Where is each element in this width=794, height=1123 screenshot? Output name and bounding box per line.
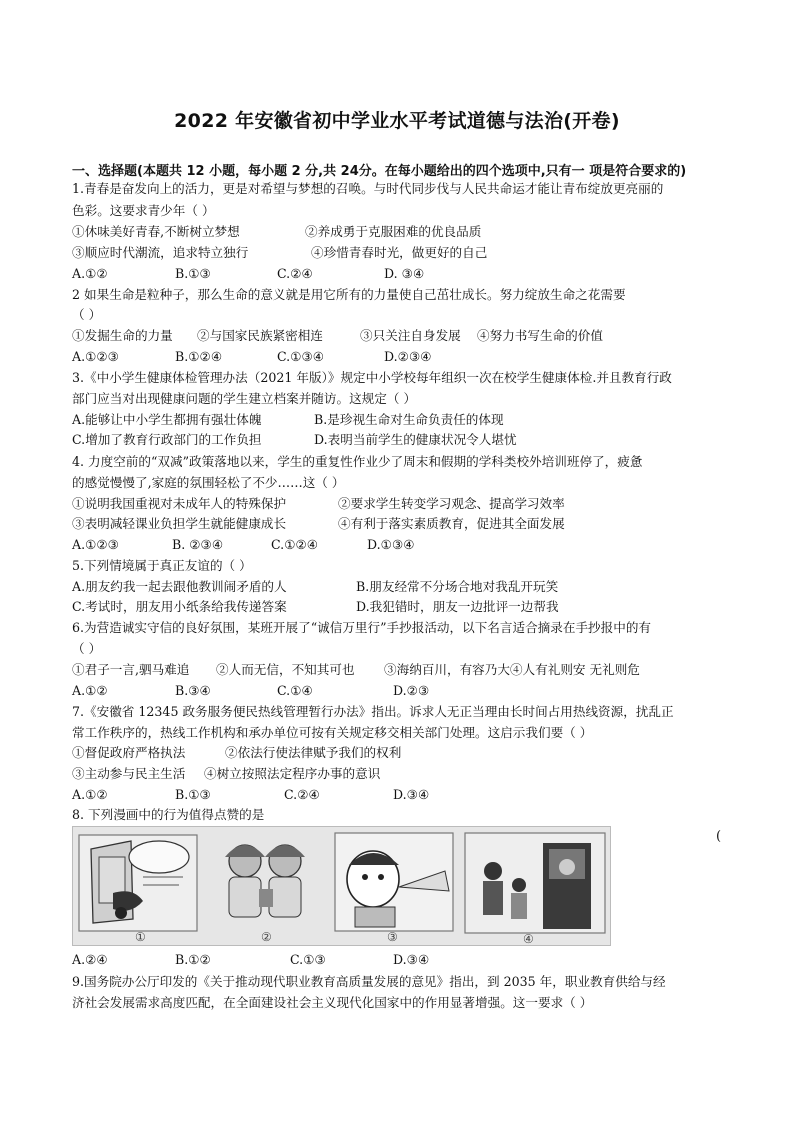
- q1-option-d[interactable]: D. ③④: [384, 266, 425, 281]
- q6-option-a[interactable]: A.①②: [72, 683, 108, 698]
- q6-item-3: ③海纳百川，有容乃大④人有礼则安 无礼则危: [384, 662, 640, 677]
- q5-option-a[interactable]: A.朋友约我一起去跟他教训闹矛盾的人: [72, 579, 287, 594]
- q2-option-a[interactable]: A.①②③: [72, 349, 119, 364]
- q3-option-a[interactable]: A.能够让中小学生都拥有强壮体魄: [72, 412, 262, 427]
- q8-stem: 8. 下列漫画中的行为值得点赞的是: [72, 807, 265, 822]
- q8-option-d[interactable]: D.③④: [393, 952, 430, 967]
- q4-option-b[interactable]: B. ②③④: [172, 537, 224, 552]
- q3-option-b[interactable]: B.是珍视生命对生命负责任的体现: [314, 412, 504, 427]
- page-title: 2022 年安徽省初中学业水平考试道德与法治(开卷): [174, 110, 620, 132]
- q3-stem-line-1: 3.《中小学生健康体检管理办法（2021 年版）》规定中小学校每年组织一次在校学生健康体检.并且教育行政: [72, 370, 672, 385]
- q1-item-1: ①休味美好青春,不断树立梦想: [72, 224, 240, 239]
- q1-stem-line-2: 色彩。这要求青少年（ ）: [72, 203, 215, 218]
- q4-option-c[interactable]: C.①②④: [271, 537, 319, 552]
- q2-option-c[interactable]: C.①③④: [277, 349, 325, 364]
- q8-option-a[interactable]: A.②④: [72, 952, 108, 967]
- q2-item-3: ③只关注自身发展: [360, 328, 461, 343]
- comic-panel-4: [465, 833, 605, 933]
- q8-option-c[interactable]: C.①③: [290, 952, 326, 967]
- comic-label-2: ②: [261, 930, 272, 944]
- q6-option-c[interactable]: C.①④: [277, 683, 313, 698]
- q9-stem-line-2: 济社会发展需求高度匹配，在全面建设社会主义现代化国家中的作用显著增强。这一要求（ ）: [72, 995, 593, 1010]
- q5-stem: 5.下列情境属于真正友谊的（ ）: [72, 558, 252, 573]
- q7-item-2: ②依法行使法律赋予我们的权利: [225, 745, 402, 760]
- comic-panel-3: [335, 833, 453, 931]
- q8-option-b[interactable]: B.①②: [175, 952, 211, 967]
- q7-option-b[interactable]: B.①③: [175, 787, 211, 802]
- q6-stem-line-2: （ ）: [72, 641, 102, 656]
- comic-label-4: ④: [523, 932, 534, 945]
- q1-item-2: ②养成勇于克服困难的优良品质: [305, 224, 482, 239]
- q2-item-2: ②与国家民族紧密相连: [197, 328, 323, 343]
- q2-stem-line-1: 2 如果生命是粒种子，那么生命的意义就是用它所有的力量使自己茁壮成长。努力绽放生命之花需要: [72, 287, 626, 302]
- q1-item-4: ④珍惜青春时光，做更好的自己: [311, 245, 488, 260]
- q5-option-b[interactable]: B.朋友经常不分场合地对我乱开玩笑: [356, 579, 559, 594]
- q3-option-d[interactable]: D.表明当前学生的健康状况令人堪忧: [314, 432, 517, 447]
- comic-panel-1: [79, 835, 197, 931]
- q3-stem-line-2: 部门应当对出现健康问题的学生建立档案并随访。这规定（ ）: [72, 391, 417, 406]
- q4-item-3: ③表明减轻课业负担学生就能健康成长: [72, 516, 287, 531]
- q4-option-d[interactable]: D.①③④: [367, 537, 415, 552]
- q6-option-b[interactable]: B.③④: [175, 683, 211, 698]
- q6-option-d[interactable]: D.②③: [393, 683, 430, 698]
- q6-item-2: ②人而无信，不知其可也: [216, 662, 355, 677]
- q4-item-2: ②要求学生转变学习观念、提高学习效率: [338, 496, 565, 511]
- q4-stem-line-2: 的感觉慢慢了,家庭的氛围轻松了不少……这（ ）: [72, 475, 345, 490]
- q1-option-c[interactable]: C.②④: [277, 266, 313, 281]
- q7-option-c[interactable]: C.②④: [284, 787, 320, 802]
- q8-corner-mark: (: [716, 829, 722, 844]
- q2-item-1: ①发掘生命的力量: [72, 328, 173, 343]
- q2-stem-line-2: （ ）: [72, 307, 102, 322]
- q1-option-a[interactable]: A.①②: [72, 266, 108, 281]
- q1-stem-line-1: 1.青春是奋发向上的活力，更是对希望与梦想的召唤。与时代同步伐与人民共命运才能让青布绽放更亮丽的: [72, 181, 664, 196]
- comic-illustration: [73, 827, 610, 945]
- q8-comic-strip: [72, 826, 611, 946]
- q9-stem-line-1: 9.国务院办公厅印发的《关于推动现代职业教育高质量发展的意见》指出，到 2035 年，职业教育供给与经: [72, 974, 666, 989]
- comic-label-1: ①: [135, 930, 146, 944]
- q2-option-d[interactable]: D.②③④: [384, 349, 432, 364]
- q6-item-1: ①君子一言,驷马难追: [72, 662, 190, 677]
- q1-item-3: ③顺应时代潮流，追求特立独行: [72, 245, 249, 260]
- q7-item-1: ①督促政府严格执法: [72, 745, 186, 760]
- q4-option-a[interactable]: A.①②③: [72, 537, 119, 552]
- q3-option-c[interactable]: C.增加了教育行政部门的工作负担: [72, 432, 262, 447]
- q4-stem-line-1: 4. 力度空前的“双减”政策落地以来，学生的重复性作业少了周末和假期的学科类校外培训班停了，疲惫: [72, 454, 643, 469]
- q7-stem-line-2: 常工作秩序的，热线工作机构和承办单位可按有关规定移交相关部门处理。这启示我们要（ ）: [72, 725, 593, 740]
- q7-option-a[interactable]: A.①②: [72, 787, 108, 802]
- q2-option-b[interactable]: B.①②④: [175, 349, 223, 364]
- q4-item-1: ①说明我国重视对未成年人的特殊保护: [72, 496, 287, 511]
- comic-label-3: ③: [387, 930, 398, 944]
- q1-option-b[interactable]: B.①③: [175, 266, 211, 281]
- q5-option-c[interactable]: C.考试时，朋友用小纸条给我传递答案: [72, 599, 287, 614]
- q7-stem-line-1: 7.《安徽省 12345 政务服务便民热线管理暂行办法》指出。诉求人无正当理由长时间占用热线资源，扰乱正: [72, 704, 674, 719]
- q7-item-4: ④树立按照法定程序办事的意识: [204, 766, 381, 781]
- q2-item-4: ④努力书写生命的价值: [477, 328, 603, 343]
- q7-option-d[interactable]: D.③④: [393, 787, 430, 802]
- section-header: 一、选择题(本题共 12 小题，每小题 2 分,共 24分。在每小题给出的四个选项中,只有一 项是符合要求的): [72, 164, 687, 179]
- q5-option-d[interactable]: D.我犯错时，朋友一边批评一边帮我: [356, 599, 559, 614]
- q7-item-3: ③主动参与民主生活: [72, 766, 186, 781]
- q6-stem-line-1: 6.为营造诚实守信的良好氛围，某班开展了“诚信万里行”手抄报活动，以下名言适合摘录在手抄报中的有: [72, 620, 652, 635]
- q4-item-4: ④有利于落实素质教育，促进其全面发展: [338, 516, 565, 531]
